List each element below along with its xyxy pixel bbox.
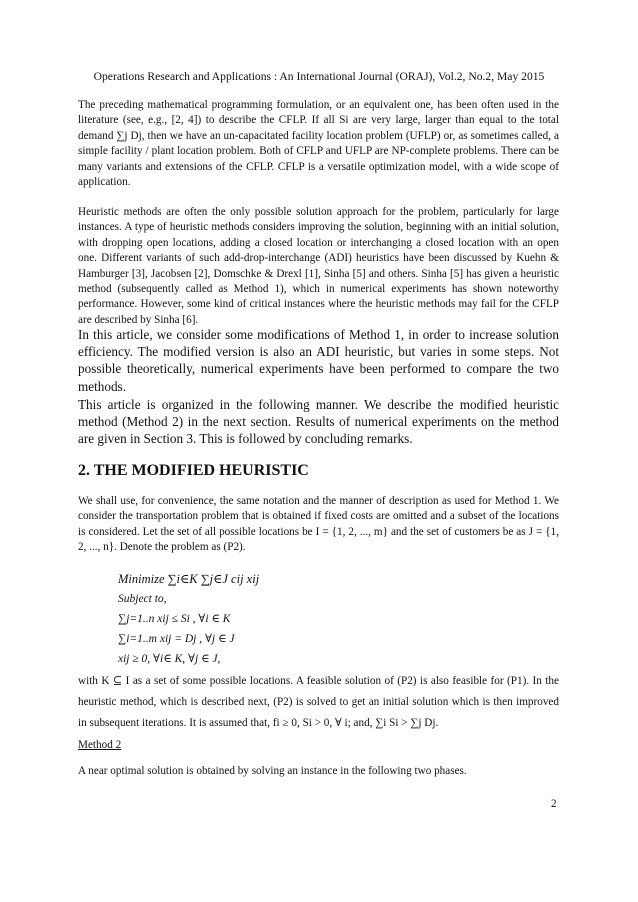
subject-to-label: Subject to, [118,593,167,605]
objective-function: Minimize ∑i∈K ∑j∈J cij xij [118,572,260,586]
paragraph-this-article: In this article, we consider some modifications of Method 1, in order to increase solution efficiency. The modified version is also an ADI heuristic, but varies in some steps. Not possible theoretically, numerical experiments have been performed to compare the two methods. [78,327,559,394]
paragraph-cflp-formulation: The preceding mathematical programming formulation, or an equivalent one, has been often used in the literature (see, e.g., [2, 4]) to describe the CFLP. If all Si are very large, larger than equal to the total demand ∑j Dj, then we have an un-capacitated facility location problem (UFLP) or, as sometimes called, a simple facility / plant location problem. Both of CFLP and UFLP are NP-complete problems. There can be many variants and extensions of the CFLP. CFLP is a versatile optimization model, with a wide scope of application. [78,99,559,189]
paragraph-heuristic-methods: Heuristic methods are often the only possible solution approach for the problem, particularly for large instances. A type of heuristic methods considers improving the solution, beginning with an initial solution, with dropping open locations, adding a closed location or interchanging a closed location with an open one. Different variants of such add-drop-interchange (ADI) heuristics have been discussed by Kuehn & Hamburger [3], Jacobsen [2], Domschke & Drexl [1], Sinha [5] and others. Sinha [5] has given a heuristic method (subsequently called as Method 1), which in numerical experiments has shown noteworthy performance. However, some kind of critical instances where the heuristic methods may fail for the CFLP are described by Sinha [6]. [78,206,559,326]
paragraph-notation: We shall use, for convenience, the same notation and the manner of description as used for Method 1. We consider the transportation problem that is obtained if fixed costs are omitted and a subset of the locations is considered. Let the set of all possible locations be I = {1, 2, ..., m} and the set of customers be as J = {1, 2, ..., n}. Denote the problem as (P2). [78,495,559,554]
section-heading: 2. THE MODIFIED HEURISTIC [78,462,309,479]
nonnegativity-constraint: xij ≥ 0, ∀i∈ K, ∀j ∈ J, [118,653,221,665]
page-number: 2 [551,798,557,810]
paragraph-two-phases: A near optimal solution is obtained by solving an instance in the following two phases. [78,765,467,777]
formulation-p2 [118,569,259,669]
demand-constraint: ∑i=1..m xij = Dj , ∀j ∈ J [118,633,235,645]
supply-constraint: ∑j=1..n xij ≤ Si , ∀i ∈ K [118,613,231,625]
running-header: Operations Research and Applications : An International Journal (ORAJ), Vol.2, No.2, May 2015 [93,70,545,83]
method-2-label: Method 2 [78,739,122,751]
paragraph-feasibility: with K ⊆ I as a set of some possible locations. A feasible solution of (P2) is also feasible for (P1). In the heuristic method, which is described next, (P2) is solved to get an initial solution which is then improved in subsequent iterations. It is assumed that, fi ≥ 0, Si > 0, ∀ i; and, ∑i Si > ∑j Dj. [78,675,559,729]
paragraph-organization: This article is organized in the following manner. We describe the modified heuristic method (Method 2) in the next section. Results of numerical experiments on the method are given in Section 3. This is followed by concluding remarks. [78,397,559,447]
